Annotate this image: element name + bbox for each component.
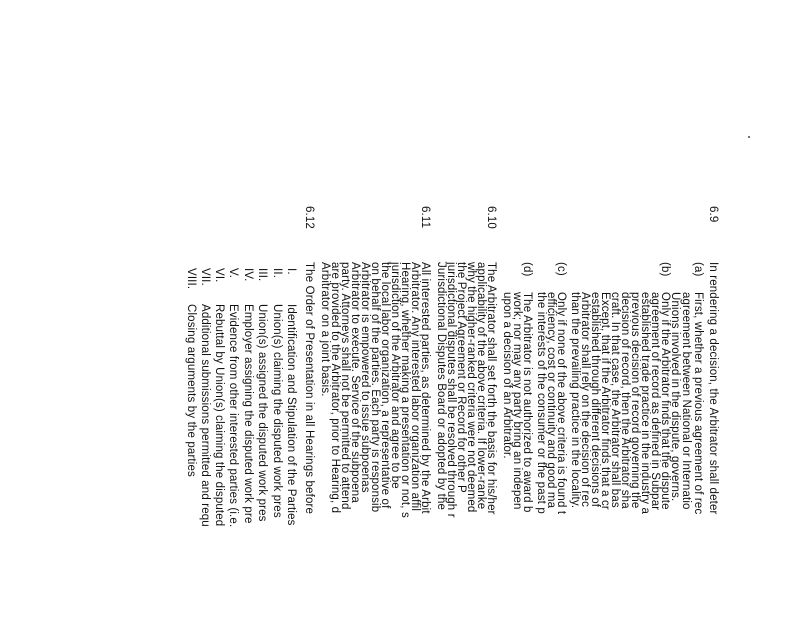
document-line: Union(s) claiming the disputed work pres bbox=[271, 304, 283, 518]
section-number: VI. bbox=[213, 268, 225, 283]
document-line: agreement between National or Internatio bbox=[680, 292, 692, 510]
section-number: 6.12 bbox=[303, 206, 315, 229]
document-line: Rebuttal by Union(s) claiming the disputed bbox=[213, 304, 225, 527]
document-line: the local labor organization, a representative of bbox=[379, 262, 391, 509]
document-line: previous decision of record governing the bbox=[629, 292, 641, 509]
document-line: work; nor may any party bring an indepen bbox=[511, 292, 523, 510]
document-line: upon a decision of an Arbitrator. bbox=[501, 292, 513, 459]
document-line: Jurisdictional Disputes Board or adopted by the bbox=[435, 262, 447, 511]
document-line: Arbitrator on a joint basis. bbox=[319, 262, 331, 397]
document-line: Only if none of the above criteria is found t bbox=[555, 292, 567, 515]
section-number: (d) bbox=[521, 262, 533, 277]
document-line: craft. In that case, the Arbitrator shall bas bbox=[609, 292, 621, 508]
document-line: agreement of record as defined in Subpar bbox=[649, 292, 661, 511]
document-line: Union(s) assigned the disputed work pres bbox=[256, 304, 268, 522]
document-line: Employer assigning the disputed work pre bbox=[242, 304, 254, 524]
document-line: are provided to the Arbitrator, prior to Hearing, d bbox=[329, 262, 341, 514]
document-line: the interests of the consumer or the past p bbox=[535, 292, 547, 514]
document-line: The Order of Presentation in all Hearings before bbox=[303, 262, 315, 515]
section-number: III. bbox=[256, 268, 268, 282]
document-line: The Arbitrator shall set forth the basis for his/her bbox=[485, 262, 497, 515]
section-number: 6.10 bbox=[485, 206, 497, 229]
document-line: efficiency, cost or continuity and good ma bbox=[545, 292, 557, 509]
document-line: Additional submissions permitted and requ bbox=[199, 304, 211, 527]
scan-speck bbox=[748, 136, 750, 138]
document-line: decision of record, then the Arbitrator sha bbox=[619, 292, 631, 509]
document-line: jurisdiction of the Arbitrator and agree to be bbox=[389, 262, 401, 489]
document-line: jurisdictional disputes shall be resolved through r bbox=[445, 262, 457, 518]
section-number: (c) bbox=[555, 262, 567, 276]
document-line: Closing arguments by the parties bbox=[185, 304, 197, 477]
document-line: Hearing, whether making a presentation or not, s bbox=[399, 262, 411, 518]
document-line: Arbitrator is empowered to issue subpoenas bbox=[359, 262, 371, 493]
document-line: First, whether a previous agreement of rec bbox=[692, 292, 704, 515]
document-line: Unions involved in the dispute, governs. bbox=[669, 292, 681, 502]
section-number: I. bbox=[285, 268, 297, 275]
document-line: established through different decisions of bbox=[589, 292, 601, 508]
section-number: IV. bbox=[242, 268, 254, 282]
document-line: on behalf of the parties. Each party is responsib bbox=[369, 262, 381, 513]
document-line: Evidence from other interested parties (i.e. bbox=[227, 304, 239, 528]
section-number: 6.11 bbox=[419, 206, 431, 229]
document-line: Arbitrator to execute. Service of the subpoena bbox=[349, 262, 361, 503]
section-number: (a) bbox=[692, 262, 704, 277]
document-line: the Project Agreement or Record for other P bbox=[455, 262, 467, 493]
document-line: Identification and Stipulation of the Parties bbox=[285, 304, 297, 526]
document-line: applicability of the above criteria. If lower-ranke bbox=[475, 262, 487, 510]
document-line: why the higher-ranked criteria were not deemed bbox=[465, 262, 477, 513]
document-line: Only if the Arbitrator finds that the dispute bbox=[659, 292, 671, 510]
document-line: Arbitrator shall rely on the decision of rec bbox=[579, 292, 591, 507]
document-line: All interested parties, as determined by the Arbit bbox=[419, 262, 431, 514]
section-number: 6.9 bbox=[707, 206, 719, 223]
section-number: (b) bbox=[659, 262, 671, 277]
section-number: II. bbox=[271, 268, 283, 279]
document-line: Arbitrator. Any interested labor organization affil bbox=[409, 262, 421, 512]
document-line: In rendering a decision, the Arbitrator shall deter bbox=[707, 262, 719, 515]
section-number: VIII. bbox=[185, 268, 197, 290]
document-line: established trade practice in the industry a bbox=[639, 292, 651, 515]
document-line: The Arbitrator is not authorized to award b bbox=[521, 292, 533, 513]
document-line: party. Attorneys shall not be permitted to attend bbox=[339, 262, 351, 510]
section-number: V. bbox=[227, 268, 239, 279]
document-line: Except, that if the Arbitrator finds that a cr bbox=[599, 292, 611, 510]
section-number: VII. bbox=[199, 268, 211, 286]
document-line: than the prevailing practice in the locality. bbox=[569, 292, 581, 509]
